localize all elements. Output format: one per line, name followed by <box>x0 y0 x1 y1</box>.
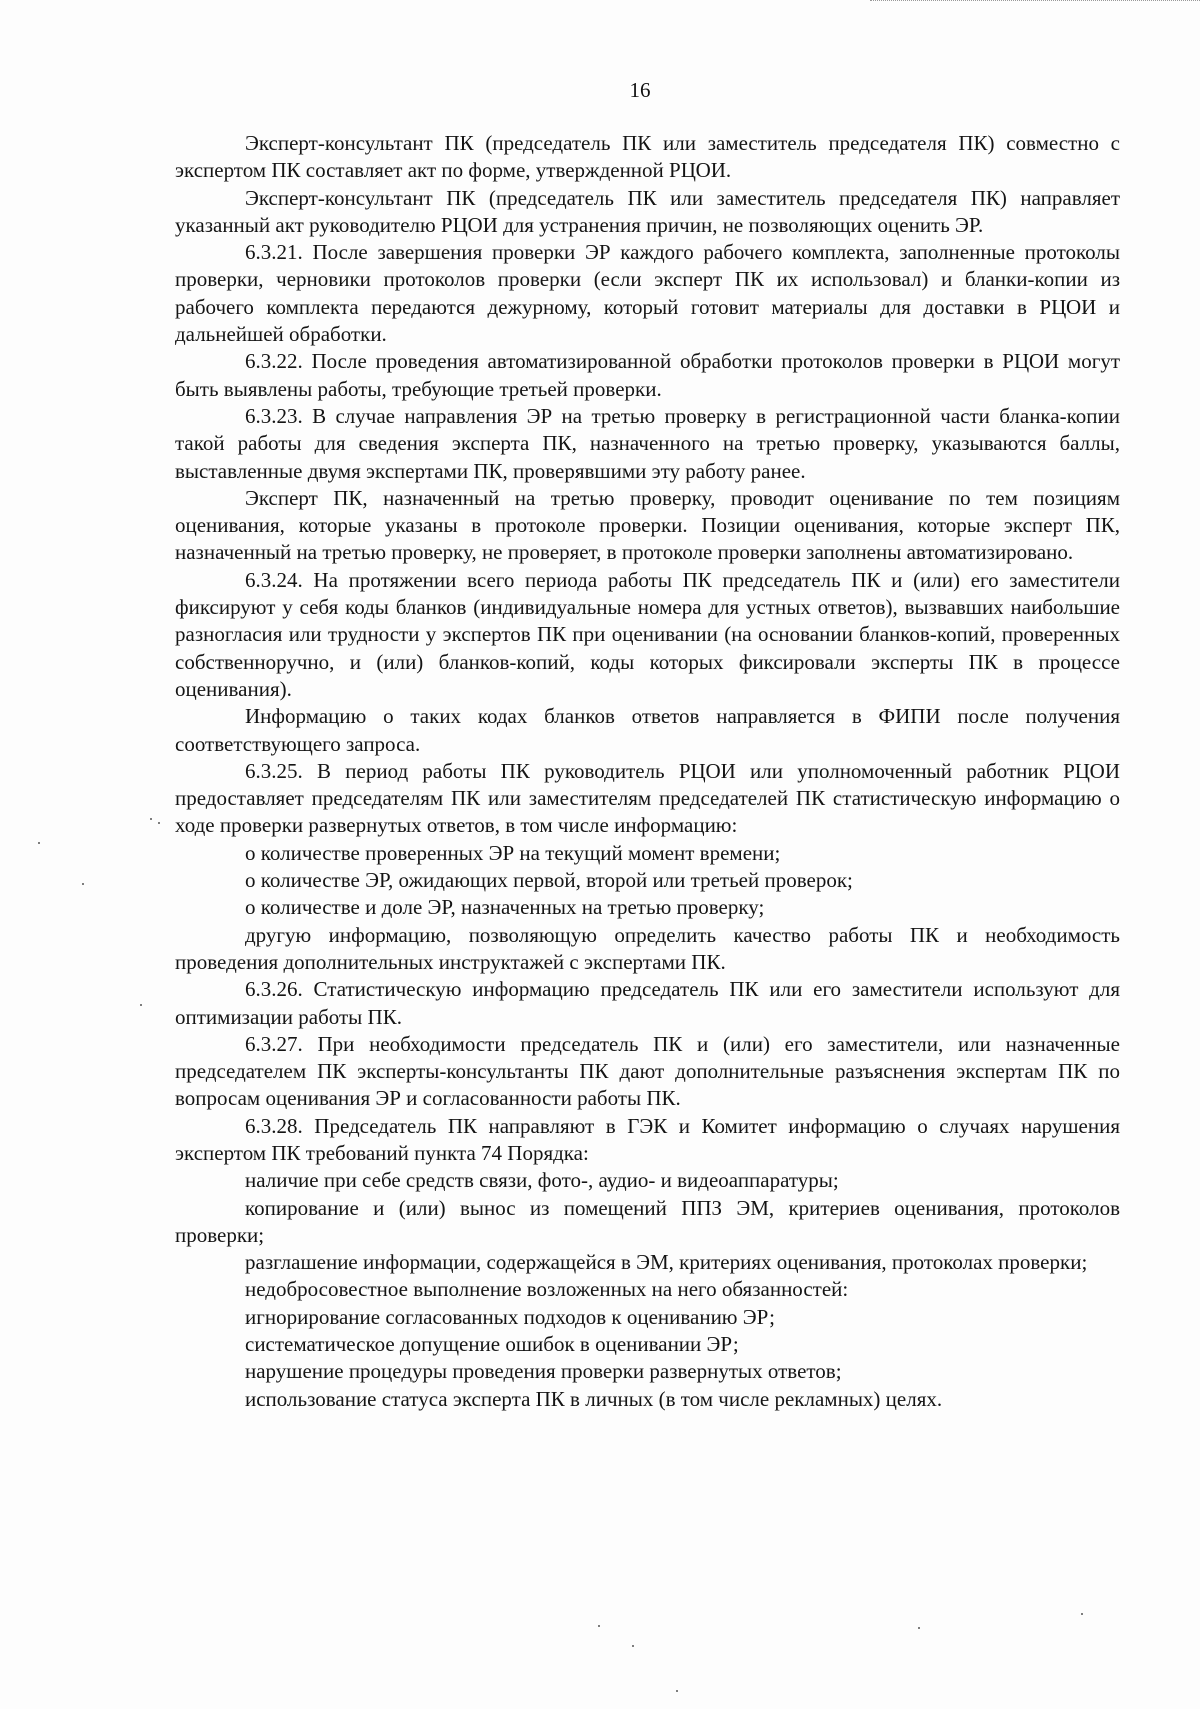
scan-speck <box>632 1645 634 1647</box>
paragraph: 6.3.23. В случае направления ЭР на третью проверку в регистрационной части бланка-копии такой работы для сведения эксперта ПК, назначенного на третью проверку, указываются баллы, выставленные двумя экспертами ПК, проверявшими эту работу ранее. <box>175 403 1120 483</box>
scan-speck <box>1081 1613 1083 1615</box>
paragraph: 6.3.25. В период работы ПК руководитель РЦОИ или уполномоченный работник РЦОИ предоставляет председателям ПК или заместителям председателей ПК статистическую информацию о ходе проверки развернутых ответов, в том числе информацию: <box>175 758 1120 838</box>
document-body <box>175 130 1120 1413</box>
paragraph: 6.3.27. При необходимости председатель ПК и (или) его заместители, или назначенные председателем ПК эксперты-консультанты ПК дают дополнительные разъяснения экспертам ПК по вопросам оценивания ЭР и согласованности работы ПК. <box>175 1031 1120 1111</box>
scan-top-edge <box>870 0 1200 3</box>
list-item: игнорирование согласованных подходов к оцениванию ЭР; <box>245 1304 775 1329</box>
paragraph: 6.3.28. Председатель ПК направляют в ГЭК и Комитет информацию о случаях нарушения экспертом ПК требований пункта 74 Порядка: <box>175 1113 1120 1165</box>
scan-speck <box>918 1627 920 1629</box>
scan-speck <box>150 818 152 820</box>
paragraph: 6.3.26. Статистическую информацию председатель ПК или его заместители используют для оптимизации работы ПК. <box>175 977 1120 1029</box>
list-item: разглашение информации, содержащейся в ЭМ, критериях оценивания, протоколах проверки; <box>245 1250 1088 1275</box>
scan-speck <box>158 822 160 824</box>
list-item: копирование и (или) вынос из помещений ППЗ ЭМ, критериев оценивания, протоколов проверки; <box>175 1195 1120 1247</box>
list-item: недобросовестное выполнение возложенных на него обязанностей: <box>245 1277 849 1302</box>
scan-speck <box>676 1690 678 1692</box>
page-number: 16 <box>629 78 651 102</box>
list-item: другую информацию, позволяющую определить качество работы ПК и необходимость проведения дополнительных инструктажей с экспертами ПК. <box>175 922 1120 974</box>
paragraph: Информацию о таких кодах бланков ответов направляется в ФИПИ после получения соответствующего запроса. <box>175 704 1120 756</box>
list-item: о количестве ЭР, ожидающих первой, второй или третьей проверок; <box>245 868 853 893</box>
paragraph: Эксперт-консультант ПК (председатель ПК или заместитель председателя ПК) направляет указанный акт руководителю РЦОИ для устранения причин, не позволяющих оценить ЭР. <box>175 185 1120 237</box>
paragraph: 6.3.21. После завершения проверки ЭР каждого рабочего комплекта, заполненные протоколы проверки, черновики протоколов проверки (если эксперт ПК их использовал) и бланки-копии из рабочего комплекта передаются дежурному, который готовит материалы для доставки в РЦОИ и дальнейшей обработки. <box>175 240 1120 347</box>
list-item: систематическое допущение ошибок в оценивании ЭР; <box>245 1332 739 1357</box>
list-item: о количестве и доле ЭР, назначенных на третью проверку; <box>245 895 765 920</box>
list-item: о количестве проверенных ЭР на текущий момент времени; <box>245 840 781 865</box>
list-item: нарушение процедуры проведения проверки развернутых ответов; <box>245 1359 842 1384</box>
paragraph: Эксперт ПК, назначенный на третью проверку, проводит оценивание по тем позициям оценивания, которые указаны в протоколе проверки. Позиции оценивания, которые эксперт ПК, назначенный на третью проверку, не проверяет, в протоколе проверки заполнены автоматизировано. <box>175 485 1120 565</box>
paragraph: 6.3.22. После проведения автоматизированной обработки протоколов проверки в РЦОИ могут быть выявлены работы, требующие третьей проверки. <box>175 349 1120 401</box>
list-item: наличие при себе средств связи, фото-, аудио- и видеоаппаратуры; <box>245 1168 839 1193</box>
paragraph: 6.3.24. На протяжении всего периода работы ПК председатель ПК и (или) его заместители фиксируют у себя коды бланков (индивидуальные номера для устных ответов), вызвавших наибольшие разногласия или трудности у экспертов ПК при оценивании (на основании бланков-копий, проверенных собственноручно, и (или) бланков-копий, коды которых фиксировали эксперты ПК в процессе оценивания). <box>175 567 1120 701</box>
scan-speck <box>140 1004 142 1006</box>
scan-speck <box>598 1625 600 1627</box>
scan-speck <box>82 883 84 885</box>
list-item: использование статуса эксперта ПК в личных (в том числе рекламных) целях. <box>245 1386 943 1411</box>
scan-speck <box>38 842 40 844</box>
paragraph: Эксперт-консультант ПК (председатель ПК или заместитель председателя ПК) совместно с экспертом ПК составляет акт по форме, утвержденной РЦОИ. <box>175 131 1120 183</box>
